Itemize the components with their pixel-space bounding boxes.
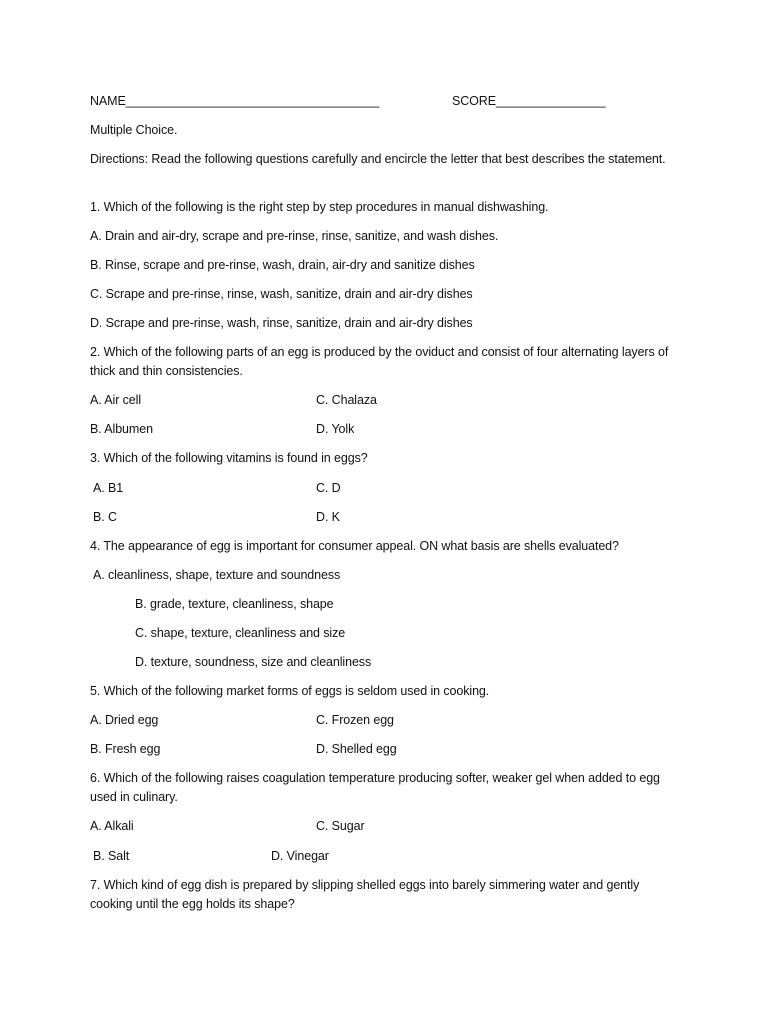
q5-option-d: D. Shelled egg	[316, 742, 397, 756]
q2-option-b: B. Albumen	[90, 422, 153, 436]
q4-option-a: A. cleanliness, shape, texture and soundness	[93, 568, 341, 582]
q1-option-a: A. Drain and air-dry, scrape and pre-rinse, rinse, sanitize, and wash dishes.	[90, 229, 499, 243]
q6-option-c: C. Sugar	[316, 819, 365, 833]
question-2: 2. Which of the following parts of an egg is produced by the oviduct and consist of four alternating layers of thick and thin consistencies.	[90, 345, 669, 378]
directions-text: Directions: Read the following questions carefully and encircle the letter that best describes the statement.	[90, 152, 666, 166]
q6-option-a: A. Alkali	[90, 819, 134, 833]
q3-option-b: B. C	[93, 510, 117, 524]
q1-option-b: B. Rinse, scrape and pre-rinse, wash, drain, air-dry and sanitize dishes	[90, 258, 475, 272]
q3-option-c: C. D	[316, 481, 341, 495]
question-5: 5. Which of the following market forms of eggs is seldom used in cooking.	[90, 684, 490, 698]
q5-option-b: B. Fresh egg	[90, 742, 161, 756]
q1-option-c: C. Scrape and pre-rinse, rinse, wash, sanitize, drain and air-dry dishes	[90, 287, 473, 301]
q1-option-d: D. Scrape and pre-rinse, wash, rinse, sanitize, drain and air-dry dishes	[90, 316, 473, 330]
q2-option-d: D. Yolk	[316, 422, 355, 436]
name-field: NAME_____________________________________	[90, 94, 380, 108]
q3-option-d: D. K	[316, 510, 340, 524]
question-7: 7. Which kind of egg dish is prepared by slipping shelled eggs into barely simmering water and gently cooking until the egg holds its shape?	[90, 878, 640, 911]
q2-option-a: A. Air cell	[90, 393, 141, 407]
section-title: Multiple Choice.	[90, 123, 178, 137]
q4-option-b: B. grade, texture, cleanliness, shape	[135, 597, 334, 611]
q2-option-c: C. Chalaza	[316, 393, 377, 407]
question-3: 3. Which of the following vitamins is found in eggs?	[90, 451, 368, 465]
question-6: 6. Which of the following raises coagulation temperature producing softer, weaker gel when added to egg used in culinary.	[90, 771, 660, 804]
score-field: SCORE________________	[452, 94, 606, 108]
q4-option-c: C. shape, texture, cleanliness and size	[135, 626, 346, 640]
question-4: 4. The appearance of egg is important for consumer appeal. ON what basis are shells evaluated?	[90, 539, 619, 553]
q4-option-d: D. texture, soundness, size and cleanliness	[135, 655, 372, 669]
question-1: 1. Which of the following is the right step by step procedures in manual dishwashing.	[90, 200, 549, 214]
q5-option-c: C. Frozen egg	[316, 713, 394, 727]
q6-option-b: B. Salt	[93, 849, 130, 863]
q5-option-a: A. Dried egg	[90, 713, 159, 727]
q3-option-a: A. B1	[93, 481, 124, 495]
q6-option-d: D. Vinegar	[271, 849, 329, 863]
